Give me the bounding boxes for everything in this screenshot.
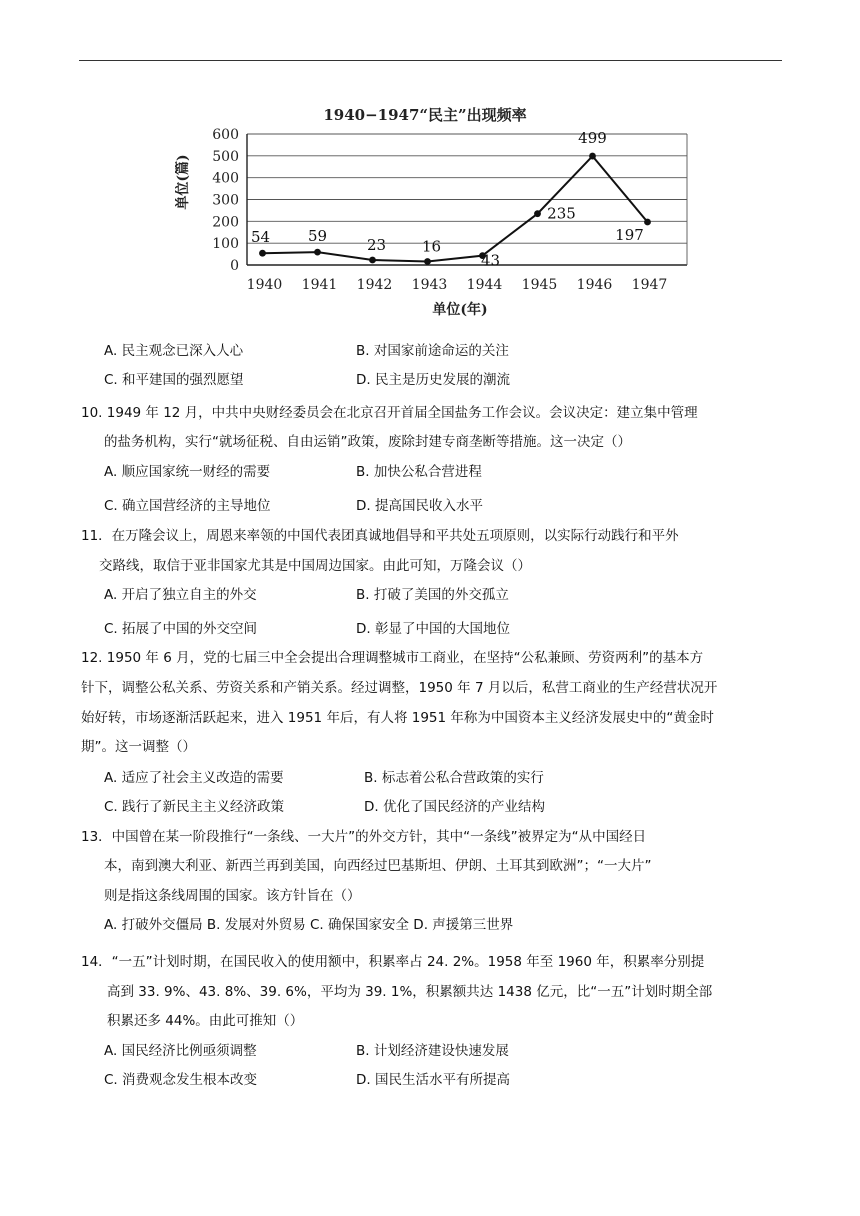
data-label: 197	[615, 225, 644, 244]
q11-stem-line-1: 11．在万隆会议上，周恩来率领的中国代表团真诚地倡导和平共处五项原则，以实际行动践行和平外	[81, 528, 679, 544]
data-point	[644, 219, 651, 226]
q11-option-d[interactable]: D. 彰显了中国的大国地位	[356, 621, 510, 637]
y-tick-label: 100	[212, 236, 239, 253]
q14-stem-line-1: 14．“一五”计划时期，在国民收入的使用额中，积累率占 24. 2%。1958 年至 1960 年，积累率分别提	[81, 954, 705, 970]
q9-option-a[interactable]: A. 民主观念已深入人心	[104, 343, 244, 359]
x-tick-label: 1947	[631, 277, 668, 293]
q14-option-a[interactable]: A. 国民经济比例亟须调整	[104, 1043, 257, 1059]
q12-stem-line-1: 12. 1950 年 6 月，党的七届三中全会提出合理调整城市工商业，在坚持“公私兼顾、劳资两利”的基本方	[81, 650, 704, 666]
data-label: 16	[421, 237, 442, 256]
x-axis-label: 单位(年)	[432, 302, 488, 318]
series-points	[259, 153, 651, 265]
q12-option-b[interactable]: B. 标志着公私合营政策的实行	[364, 770, 544, 786]
q14-option-d[interactable]: D. 国民生活水平有所提高	[356, 1072, 510, 1088]
q12-stem-line-4: 期”。这一调整（）	[81, 739, 196, 755]
y-tick-label: 300	[212, 192, 239, 209]
q12-option-d[interactable]: D. 优化了国民经济的产业结构	[364, 799, 545, 815]
q14-stem-line-3: 积累还多 44%。由此可推知（）	[107, 1013, 304, 1029]
x-tick-label: 1945	[521, 277, 558, 293]
data-point	[589, 153, 596, 160]
q13-options[interactable]: A. 打破外交僵局 B. 发展对外贸易 C. 确保国家安全 D. 声援第三世界	[104, 917, 514, 933]
data-label: 499	[578, 129, 607, 148]
y-tick-label: 500	[212, 148, 239, 165]
q10-option-b[interactable]: B. 加快公私合营进程	[356, 464, 482, 480]
chart-grid	[247, 134, 687, 265]
q13-stem-line-1: 13．中国曾在某一阶段推行“一条线、一大片”的外交方针，其中“一条线”被界定为“从中国经日	[81, 829, 647, 845]
y-tick-label: 400	[212, 170, 239, 187]
q11-option-b[interactable]: B. 打破了美国的外交孤立	[356, 587, 509, 603]
q10-option-a[interactable]: A. 顺应国家统一财经的需要	[104, 464, 271, 480]
q10-option-d[interactable]: D. 提高国民收入水平	[356, 498, 483, 514]
x-tick-label: 1944	[466, 277, 503, 293]
data-label: 235	[547, 204, 576, 223]
x-axis-ticks	[247, 277, 668, 293]
data-label: 54	[250, 228, 271, 247]
data-point	[534, 210, 541, 217]
x-tick-label: 1946	[576, 277, 613, 293]
q11-stem-line-2: 交路线，取信于亚非国家尤其是中国周边国家。由此可知，万隆会议（）	[99, 558, 531, 574]
q12-stem-line-2: 针下，调整公私关系、劳资关系和产销关系。经过调整，1950 年 7 月以后，私营工商业的生产经营状况开	[81, 680, 718, 696]
q11-option-a[interactable]: A. 开启了独立自主的外交	[104, 587, 257, 603]
x-tick-label: 1943	[411, 277, 448, 293]
q9-option-c[interactable]: C. 和平建国的强烈愿望	[104, 372, 244, 388]
data-point	[369, 257, 376, 264]
q10-option-c[interactable]: C. 确立国营经济的主导地位	[104, 498, 271, 514]
data-point	[424, 258, 431, 265]
y-tick-label: 200	[212, 214, 239, 231]
series-line	[263, 156, 648, 261]
x-tick-label: 1940	[246, 277, 283, 293]
y-tick-label: 0	[230, 258, 239, 274]
chart-title: 1940−1947“民主”出现频率	[323, 106, 527, 124]
data-label: 43	[480, 251, 501, 270]
q9-option-b[interactable]: B. 对国家前途命运的关注	[356, 343, 509, 359]
q14-stem-line-2: 高到 33. 9%、43. 8%、39. 6%，平均为 39. 1%，积累额共达 1438 亿元，比“一五”计划时期全部	[107, 984, 713, 1000]
x-tick-label: 1942	[356, 277, 393, 293]
q9-option-d[interactable]: D. 民主是历史发展的潮流	[356, 372, 510, 388]
q11-option-c[interactable]: C. 拓展了中国的外交空间	[104, 621, 258, 637]
q10-stem-line-2: 的盐务机构，实行“就场征税、自由运销”政策，废除封建专商垄断等措施。这一决定（）	[104, 434, 631, 450]
q13-stem-line-3: 则是指这条线周围的国家。该方针旨在（）	[104, 888, 361, 904]
q14-option-b[interactable]: B. 计划经济建设快速发展	[356, 1043, 509, 1059]
x-tick-label: 1941	[301, 277, 338, 293]
data-label: 23	[366, 235, 387, 254]
data-point	[314, 249, 321, 256]
q12-option-c[interactable]: C. 践行了新民主主义经济政策	[104, 799, 285, 815]
q12-stem-line-3: 始好转，市场逐渐活跃起来，进入 1951 年后，有人将 1951 年称为中国资本主义经济发展史中的“黄金时	[81, 710, 714, 726]
y-axis-ticks	[212, 127, 239, 274]
data-label: 59	[307, 227, 328, 246]
q12-option-a[interactable]: A. 适应了社会主义改造的需要	[104, 770, 284, 786]
q14-option-c[interactable]: C. 消费观念发生根本改变	[104, 1072, 258, 1088]
data-point	[259, 250, 266, 257]
header-rule	[79, 60, 782, 61]
y-axis-label: 单位(篇)	[175, 154, 191, 210]
line-chart	[175, 100, 695, 325]
q10-stem-line-1: 10. 1949 年 12 月，中共中央财经委员会在北京召开首届全国盐务工作会议。会议决定：建立集中管理	[81, 405, 698, 421]
y-tick-label: 600	[212, 127, 239, 143]
q13-stem-line-2: 本，南到澳大利亚、新西兰再到美国，向西经过巴基斯坦、伊朗、土耳其到欧洲”；“一大片”	[104, 858, 652, 874]
